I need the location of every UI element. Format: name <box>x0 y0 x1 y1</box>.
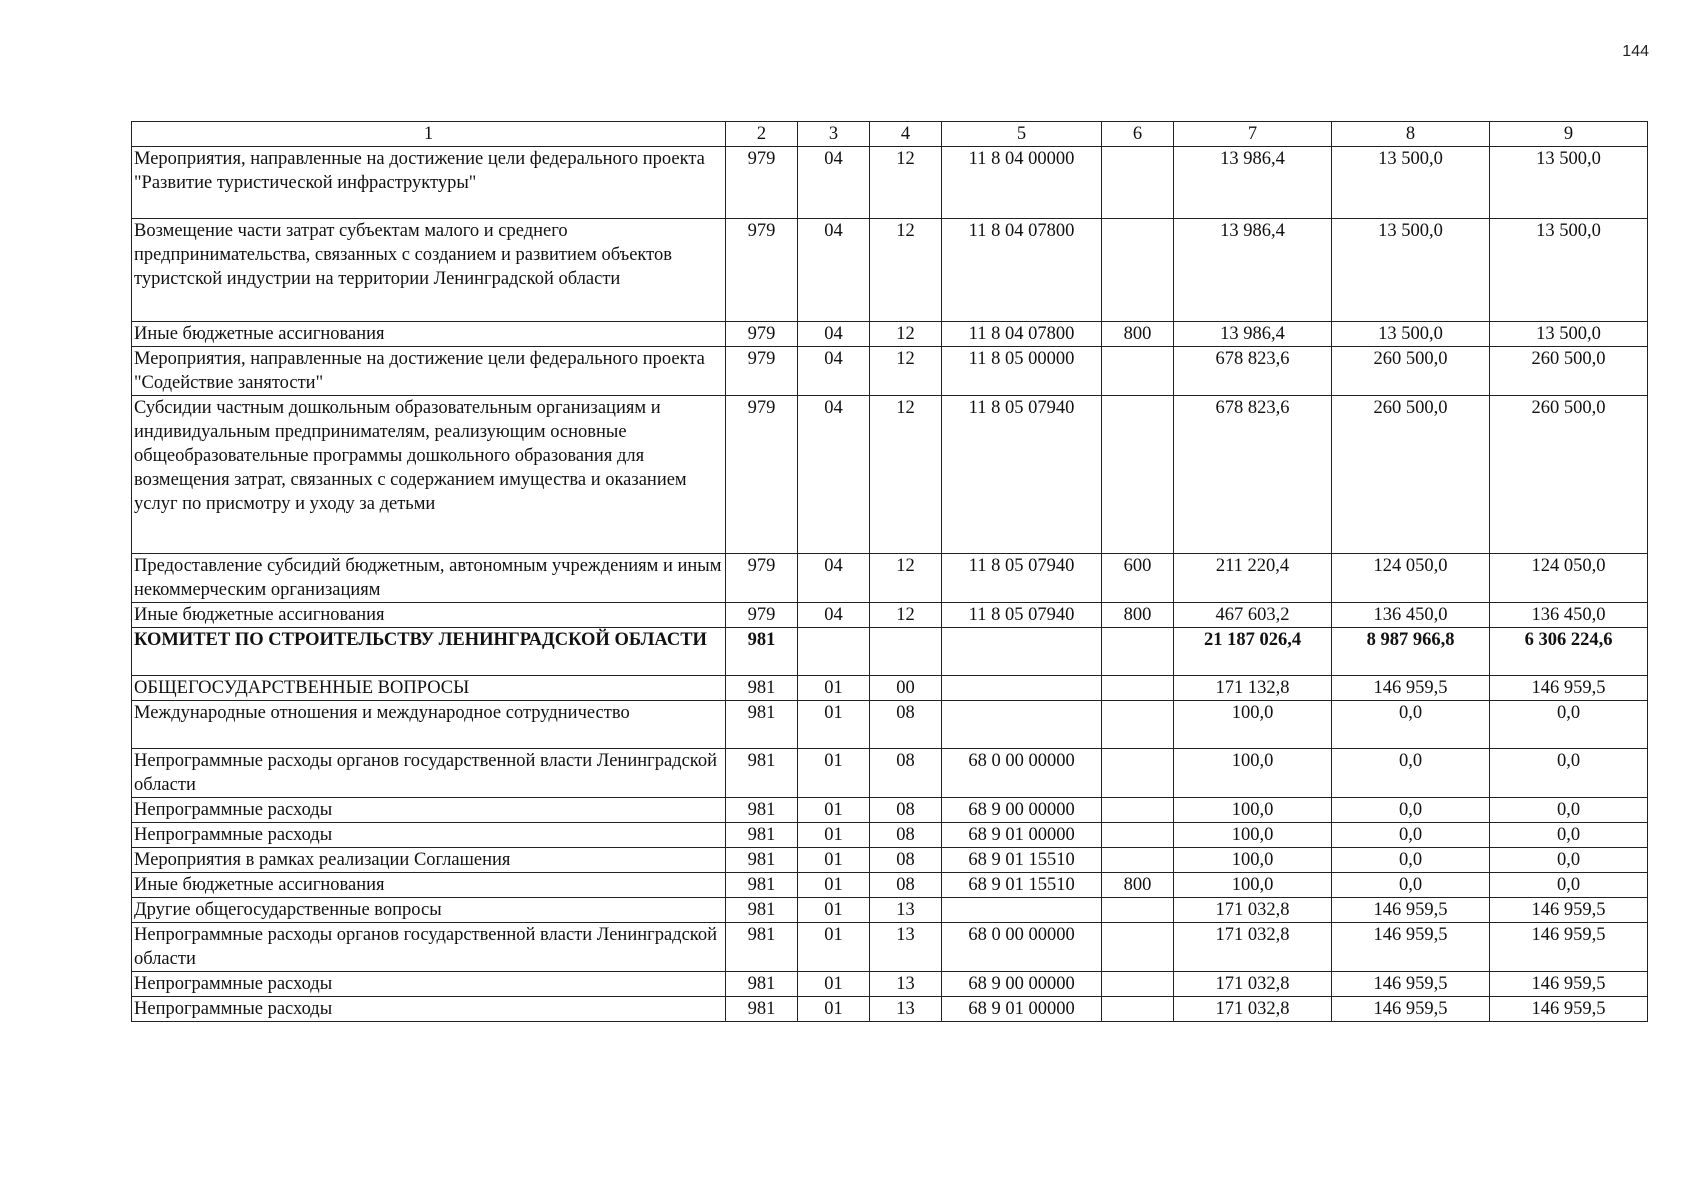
amount-year-2: 0,0 <box>1332 848 1490 873</box>
amount-year-1: 21 187 026,4 <box>1174 628 1332 676</box>
code-section: 01 <box>798 676 870 701</box>
code-expense-type <box>1102 848 1174 873</box>
code-section: 04 <box>798 322 870 347</box>
column-header: 9 <box>1490 122 1648 147</box>
code-ministry: 981 <box>726 798 798 823</box>
code-section: 04 <box>798 147 870 219</box>
table-row <box>132 147 1648 219</box>
code-section: 01 <box>798 972 870 997</box>
code-expense-type <box>1102 396 1174 554</box>
code-ministry: 979 <box>726 322 798 347</box>
amount-year-2: 0,0 <box>1332 873 1490 898</box>
code-expense-type <box>1102 676 1174 701</box>
code-ministry: 981 <box>726 898 798 923</box>
table-header-row <box>132 122 1648 147</box>
amount-year-2: 146 959,5 <box>1332 898 1490 923</box>
code-section: 04 <box>798 347 870 396</box>
code-expense-type <box>1102 798 1174 823</box>
code-target <box>942 898 1102 923</box>
row-name: Международные отношения и международное сотрудничество <box>132 701 726 749</box>
amount-year-3: 0,0 <box>1490 873 1648 898</box>
code-ministry: 979 <box>726 147 798 219</box>
amount-year-3: 0,0 <box>1490 798 1648 823</box>
code-subsection <box>870 628 942 676</box>
code-subsection: 12 <box>870 219 942 322</box>
code-subsection: 00 <box>870 676 942 701</box>
amount-year-1: 100,0 <box>1174 798 1332 823</box>
code-target: 11 8 05 07940 <box>942 554 1102 603</box>
code-subsection: 08 <box>870 848 942 873</box>
row-name: Мероприятия в рамках реализации Соглашения <box>132 848 726 873</box>
column-header: 2 <box>726 122 798 147</box>
code-ministry: 981 <box>726 997 798 1022</box>
amount-year-1: 100,0 <box>1174 749 1332 798</box>
code-expense-type <box>1102 628 1174 676</box>
amount-year-1: 100,0 <box>1174 823 1332 848</box>
amount-year-2: 146 959,5 <box>1332 676 1490 701</box>
code-section: 04 <box>798 219 870 322</box>
code-ministry: 981 <box>726 972 798 997</box>
code-target: 68 9 01 00000 <box>942 823 1102 848</box>
code-subsection: 08 <box>870 701 942 749</box>
code-subsection: 08 <box>870 749 942 798</box>
amount-year-2: 146 959,5 <box>1332 972 1490 997</box>
code-expense-type: 800 <box>1102 603 1174 628</box>
code-target: 11 8 05 00000 <box>942 347 1102 396</box>
amount-year-2: 0,0 <box>1332 749 1490 798</box>
amount-year-3: 6 306 224,6 <box>1490 628 1648 676</box>
row-name: Другие общегосударственные вопросы <box>132 898 726 923</box>
row-name: КОМИТЕТ ПО СТРОИТЕЛЬСТВУ ЛЕНИНГРАДСКОЙ ОБЛАСТИ <box>132 628 726 676</box>
code-target <box>942 701 1102 749</box>
table-row <box>132 848 1648 873</box>
table-row <box>132 823 1648 848</box>
amount-year-3: 124 050,0 <box>1490 554 1648 603</box>
row-name: Мероприятия, направленные на достижение цели федерального проекта "Развитие туристической инфраструктуры" <box>132 147 726 219</box>
row-name: Иные бюджетные ассигнования <box>132 322 726 347</box>
code-ministry: 979 <box>726 603 798 628</box>
code-subsection: 13 <box>870 898 942 923</box>
row-name: Непрограммные расходы <box>132 997 726 1022</box>
amount-year-3: 260 500,0 <box>1490 396 1648 554</box>
code-ministry: 979 <box>726 554 798 603</box>
row-name: Непрограммные расходы органов государственной власти Ленинградской области <box>132 923 726 972</box>
row-name: Непрограммные расходы <box>132 972 726 997</box>
column-header: 6 <box>1102 122 1174 147</box>
table-row <box>132 322 1648 347</box>
column-header: 4 <box>870 122 942 147</box>
code-subsection: 08 <box>870 823 942 848</box>
amount-year-3: 13 500,0 <box>1490 147 1648 219</box>
code-target: 68 9 00 00000 <box>942 798 1102 823</box>
amount-year-2: 8 987 966,8 <box>1332 628 1490 676</box>
code-ministry: 981 <box>726 749 798 798</box>
amount-year-2: 260 500,0 <box>1332 396 1490 554</box>
code-section <box>798 628 870 676</box>
code-ministry: 981 <box>726 923 798 972</box>
amount-year-2: 146 959,5 <box>1332 997 1490 1022</box>
code-target: 68 9 00 00000 <box>942 972 1102 997</box>
code-subsection: 12 <box>870 554 942 603</box>
code-expense-type: 800 <box>1102 873 1174 898</box>
code-expense-type: 800 <box>1102 322 1174 347</box>
code-target: 11 8 05 07940 <box>942 603 1102 628</box>
amount-year-1: 171 032,8 <box>1174 898 1332 923</box>
column-header: 8 <box>1332 122 1490 147</box>
page-number: 144 <box>1622 43 1649 60</box>
code-subsection: 12 <box>870 147 942 219</box>
code-expense-type <box>1102 219 1174 322</box>
table-row <box>132 219 1648 322</box>
code-target: 68 0 00 00000 <box>942 923 1102 972</box>
amount-year-3: 260 500,0 <box>1490 347 1648 396</box>
code-expense-type <box>1102 823 1174 848</box>
amount-year-1: 171 032,8 <box>1174 972 1332 997</box>
code-section: 04 <box>798 554 870 603</box>
amount-year-1: 678 823,6 <box>1174 396 1332 554</box>
code-subsection: 12 <box>870 603 942 628</box>
code-target: 68 9 01 15510 <box>942 848 1102 873</box>
amount-year-3: 146 959,5 <box>1490 997 1648 1022</box>
code-ministry: 981 <box>726 628 798 676</box>
row-name: Иные бюджетные ассигнования <box>132 873 726 898</box>
code-expense-type <box>1102 147 1174 219</box>
code-section: 01 <box>798 898 870 923</box>
code-ministry: 981 <box>726 701 798 749</box>
table-row <box>132 972 1648 997</box>
code-target: 68 9 01 00000 <box>942 997 1102 1022</box>
table-row <box>132 603 1648 628</box>
amount-year-3: 0,0 <box>1490 701 1648 749</box>
code-target: 11 8 04 07800 <box>942 322 1102 347</box>
row-name: Непрограммные расходы <box>132 798 726 823</box>
table-row <box>132 997 1648 1022</box>
table-row <box>132 347 1648 396</box>
row-name: Субсидии частным дошкольным образовательным организациям и индивидуальным предпринимателям, реализующим основные общеобразовательные программы дошкольного образования для возмещения затрат, связанных с содержанием имущества и оказанием услуг по присмотру и уходу за детьми <box>132 396 726 554</box>
code-subsection: 13 <box>870 997 942 1022</box>
code-ministry: 981 <box>726 848 798 873</box>
code-ministry: 979 <box>726 219 798 322</box>
code-target: 11 8 04 00000 <box>942 147 1102 219</box>
row-name: Непрограммные расходы органов государственной власти Ленинградской области <box>132 749 726 798</box>
amount-year-1: 171 032,8 <box>1174 923 1332 972</box>
code-expense-type <box>1102 749 1174 798</box>
code-section: 01 <box>798 701 870 749</box>
code-subsection: 12 <box>870 396 942 554</box>
row-name: Непрограммные расходы <box>132 823 726 848</box>
column-header: 3 <box>798 122 870 147</box>
code-target <box>942 628 1102 676</box>
amount-year-2: 13 500,0 <box>1332 219 1490 322</box>
code-ministry: 979 <box>726 396 798 554</box>
amount-year-2: 13 500,0 <box>1332 322 1490 347</box>
code-ministry: 981 <box>726 823 798 848</box>
amount-year-1: 13 986,4 <box>1174 322 1332 347</box>
code-expense-type: 600 <box>1102 554 1174 603</box>
table-row <box>132 749 1648 798</box>
amount-year-3: 146 959,5 <box>1490 972 1648 997</box>
row-name: ОБЩЕГОСУДАРСТВЕННЫЕ ВОПРОСЫ <box>132 676 726 701</box>
table-body <box>132 122 1648 1022</box>
amount-year-2: 136 450,0 <box>1332 603 1490 628</box>
code-expense-type <box>1102 997 1174 1022</box>
amount-year-3: 0,0 <box>1490 749 1648 798</box>
column-header: 5 <box>942 122 1102 147</box>
code-ministry: 979 <box>726 347 798 396</box>
code-section: 04 <box>798 603 870 628</box>
amount-year-3: 13 500,0 <box>1490 219 1648 322</box>
code-target <box>942 676 1102 701</box>
code-section: 01 <box>798 923 870 972</box>
amount-year-2: 124 050,0 <box>1332 554 1490 603</box>
amount-year-1: 100,0 <box>1174 701 1332 749</box>
amount-year-1: 467 603,2 <box>1174 603 1332 628</box>
amount-year-2: 0,0 <box>1332 798 1490 823</box>
budget-table <box>131 121 1648 1022</box>
code-expense-type <box>1102 701 1174 749</box>
amount-year-3: 146 959,5 <box>1490 676 1648 701</box>
amount-year-3: 136 450,0 <box>1490 603 1648 628</box>
table-row <box>132 923 1648 972</box>
amount-year-2: 13 500,0 <box>1332 147 1490 219</box>
column-header: 7 <box>1174 122 1332 147</box>
table-row <box>132 396 1648 554</box>
code-section: 01 <box>798 848 870 873</box>
code-ministry: 981 <box>726 676 798 701</box>
amount-year-1: 678 823,6 <box>1174 347 1332 396</box>
amount-year-3: 13 500,0 <box>1490 322 1648 347</box>
code-expense-type <box>1102 347 1174 396</box>
code-section: 04 <box>798 396 870 554</box>
code-section: 01 <box>798 798 870 823</box>
code-expense-type <box>1102 923 1174 972</box>
amount-year-2: 0,0 <box>1332 701 1490 749</box>
amount-year-2: 0,0 <box>1332 823 1490 848</box>
row-name: Иные бюджетные ассигнования <box>132 603 726 628</box>
code-section: 01 <box>798 997 870 1022</box>
amount-year-1: 100,0 <box>1174 848 1332 873</box>
amount-year-1: 13 986,4 <box>1174 147 1332 219</box>
amount-year-3: 0,0 <box>1490 848 1648 873</box>
code-section: 01 <box>798 749 870 798</box>
table-row <box>132 628 1648 676</box>
row-name: Возмещение части затрат субъектам малого и среднего предпринимательства, связанных с созданием и развитием объектов туристской индустрии на территории Ленинградской области <box>132 219 726 322</box>
table-row <box>132 898 1648 923</box>
amount-year-3: 146 959,5 <box>1490 898 1648 923</box>
amount-year-2: 260 500,0 <box>1332 347 1490 396</box>
code-target: 68 0 00 00000 <box>942 749 1102 798</box>
code-ministry: 981 <box>726 873 798 898</box>
amount-year-3: 146 959,5 <box>1490 923 1648 972</box>
code-subsection: 13 <box>870 923 942 972</box>
column-header: 1 <box>132 122 726 147</box>
code-target: 68 9 01 15510 <box>942 873 1102 898</box>
amount-year-2: 146 959,5 <box>1332 923 1490 972</box>
row-name: Мероприятия, направленные на достижение цели федерального проекта "Содействие занятости" <box>132 347 726 396</box>
code-subsection: 08 <box>870 873 942 898</box>
amount-year-1: 211 220,4 <box>1174 554 1332 603</box>
code-section: 01 <box>798 823 870 848</box>
amount-year-1: 171 032,8 <box>1174 997 1332 1022</box>
amount-year-1: 171 132,8 <box>1174 676 1332 701</box>
code-expense-type <box>1102 898 1174 923</box>
code-target: 11 8 05 07940 <box>942 396 1102 554</box>
table-row <box>132 676 1648 701</box>
code-section: 01 <box>798 873 870 898</box>
table-row <box>132 873 1648 898</box>
code-subsection: 12 <box>870 347 942 396</box>
code-subsection: 13 <box>870 972 942 997</box>
code-subsection: 12 <box>870 322 942 347</box>
amount-year-1: 13 986,4 <box>1174 219 1332 322</box>
table-row <box>132 798 1648 823</box>
code-target: 11 8 04 07800 <box>942 219 1102 322</box>
amount-year-1: 100,0 <box>1174 873 1332 898</box>
code-expense-type <box>1102 972 1174 997</box>
table-row <box>132 701 1648 749</box>
amount-year-3: 0,0 <box>1490 823 1648 848</box>
code-subsection: 08 <box>870 798 942 823</box>
table-row <box>132 554 1648 603</box>
row-name: Предоставление субсидий бюджетным, автономным учреждениям и иным некоммерческим организациям <box>132 554 726 603</box>
